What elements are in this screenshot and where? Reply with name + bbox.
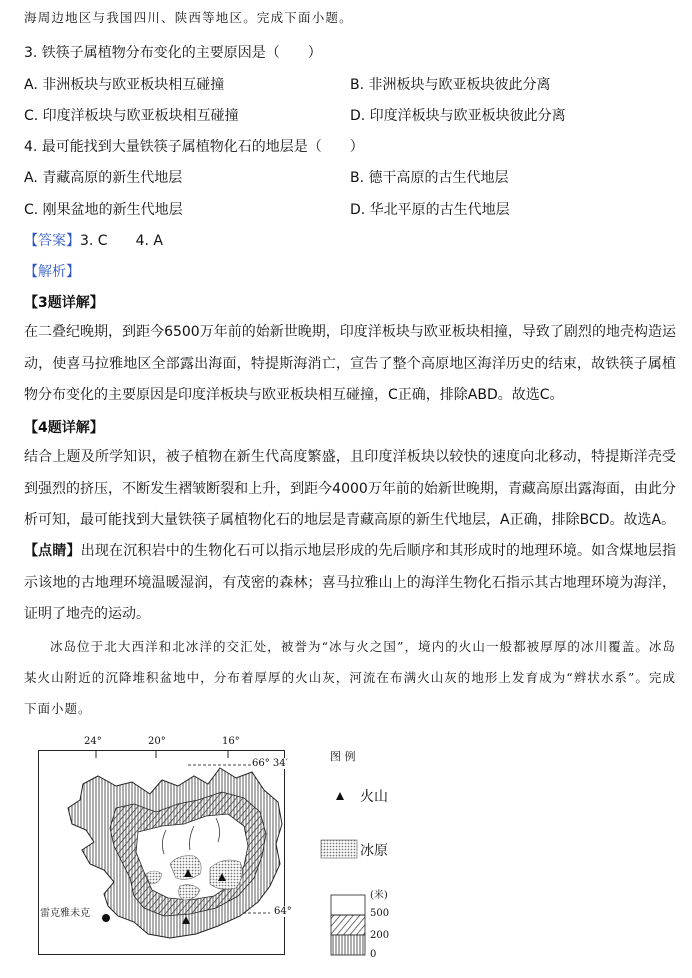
q4-option-b: B. 德干高原的古生代地层 [350, 170, 509, 186]
iceland-map [38, 746, 398, 968]
legend-unit: (米) [370, 890, 388, 901]
legend-elev-low [331, 935, 365, 955]
intro-tail: 海周边地区与我国四川、陕西等地区。完成下面小题。 [24, 10, 353, 25]
legend-elev-mid [331, 915, 365, 935]
legend-elev-high [331, 895, 365, 915]
q4-stem: 4. 最可能找到大量铁筷子属植物化石的地层是（ ） [24, 139, 364, 155]
city-label-reykjavik: 雷克雅未克 [40, 904, 90, 919]
lat-label-64: 64° [274, 906, 292, 917]
q3-option-d: D. 印度洋板块与欧亚板块彼此分离 [350, 108, 566, 124]
legend-elev-500: 500 [370, 908, 390, 919]
detail3-label: 【3题详解】 [24, 295, 104, 311]
answer-label: 【答案】 [24, 233, 80, 249]
reykjavik-dot [102, 914, 110, 922]
glacier-vatnajokull [210, 860, 242, 889]
highlight-label: 【点睛】 [24, 543, 81, 559]
q4-option-d: D. 华北平原的古生代地层 [350, 202, 510, 218]
legend-elev-200: 200 [370, 930, 390, 941]
highlight-text: 出现在沉积岩中的生物化石可以指示地层形成的先后顺序和其形成时的地理环境。如含煤地层指示该地的古地理环境温暖湿润，有茂密的森林；喜马拉雅山上的海洋生物化石指示其古地理环境为海洋，证明了地壳的运动。 [24, 543, 677, 622]
q3-stem: 3. 铁筷子属植物分布变化的主要原因是（ ） [24, 45, 322, 61]
legend-volcano-icon [336, 792, 344, 800]
detail4-text: 结合上题及所学知识，被子植物在新生代高度繁盛，且印度洋板块以较快的速度向北移动，特提斯洋壳受到强烈的挤压，不断发生褶皱断裂和上升，到距今4000万年前的始新世晚期，青藏高原出露海面，由此分析可知，最可能找到大量铁筷子属植物化石的地层是青藏高原的新生代地层，A正确，排除BCD。故选A。 [24, 449, 676, 528]
lon-label-20: 20° [148, 736, 166, 747]
legend-volcano-label: 火山 [360, 789, 388, 805]
passage2: 冰岛位于北大西洋和北冰洋的交汇处，被誉为“冰与火之国”，境内的火山一般都被厚厚的冰川覆盖。冰岛某火山附近的沉降堆积盆地中，分布着厚厚的火山灰，河流在布满火山灰的地形上发育成为“辫状水系”。完成下面小题。 [24, 639, 676, 716]
q3-option-b: B. 非洲板块与欧亚板块彼此分离 [350, 77, 551, 93]
lon-label-24: 24° [84, 736, 102, 747]
analysis-label: 【解析】 [24, 264, 80, 280]
iceland-map-figure [38, 736, 398, 972]
q4-option-c: C. 刚果盆地的新生代地层 [24, 202, 183, 218]
legend-glacier-label: 冰原 [360, 843, 388, 859]
answer-text: 3. C 4. A [80, 233, 163, 249]
q3-option-a: A. 非洲板块与欧亚板块相互碰撞 [24, 77, 225, 93]
legend-glacier-swatch [321, 840, 357, 858]
q4-option-a: A. 青藏高原的新生代地层 [24, 170, 183, 186]
lat-label-66: 66° 34′ [252, 758, 288, 769]
detail4-label: 【4题详解】 [24, 420, 104, 436]
answer-line [24, 231, 163, 251]
detail3-text: 在二叠纪晚期，到距今6500万年前的始新世晚期，印度洋板块与欧亚板块相撞，导致了剧烈的地壳构造运动，使喜马拉雅地区全部露出海面，特提斯海消亡，宣告了整个高原地区海洋历史的结束，故铁筷子属植物分布变化的主要原因是印度洋板块与欧亚板块相互碰撞，C正确，排除ABD。故选C。 [24, 324, 676, 403]
lon-label-16: 16° [222, 736, 240, 747]
legend-elev-0: 0 [370, 949, 377, 960]
legend-title: 图 例 [330, 750, 356, 763]
q3-option-c: C. 印度洋板块与欧亚板块相互碰撞 [24, 108, 239, 124]
highlight-paragraph [24, 536, 676, 631]
